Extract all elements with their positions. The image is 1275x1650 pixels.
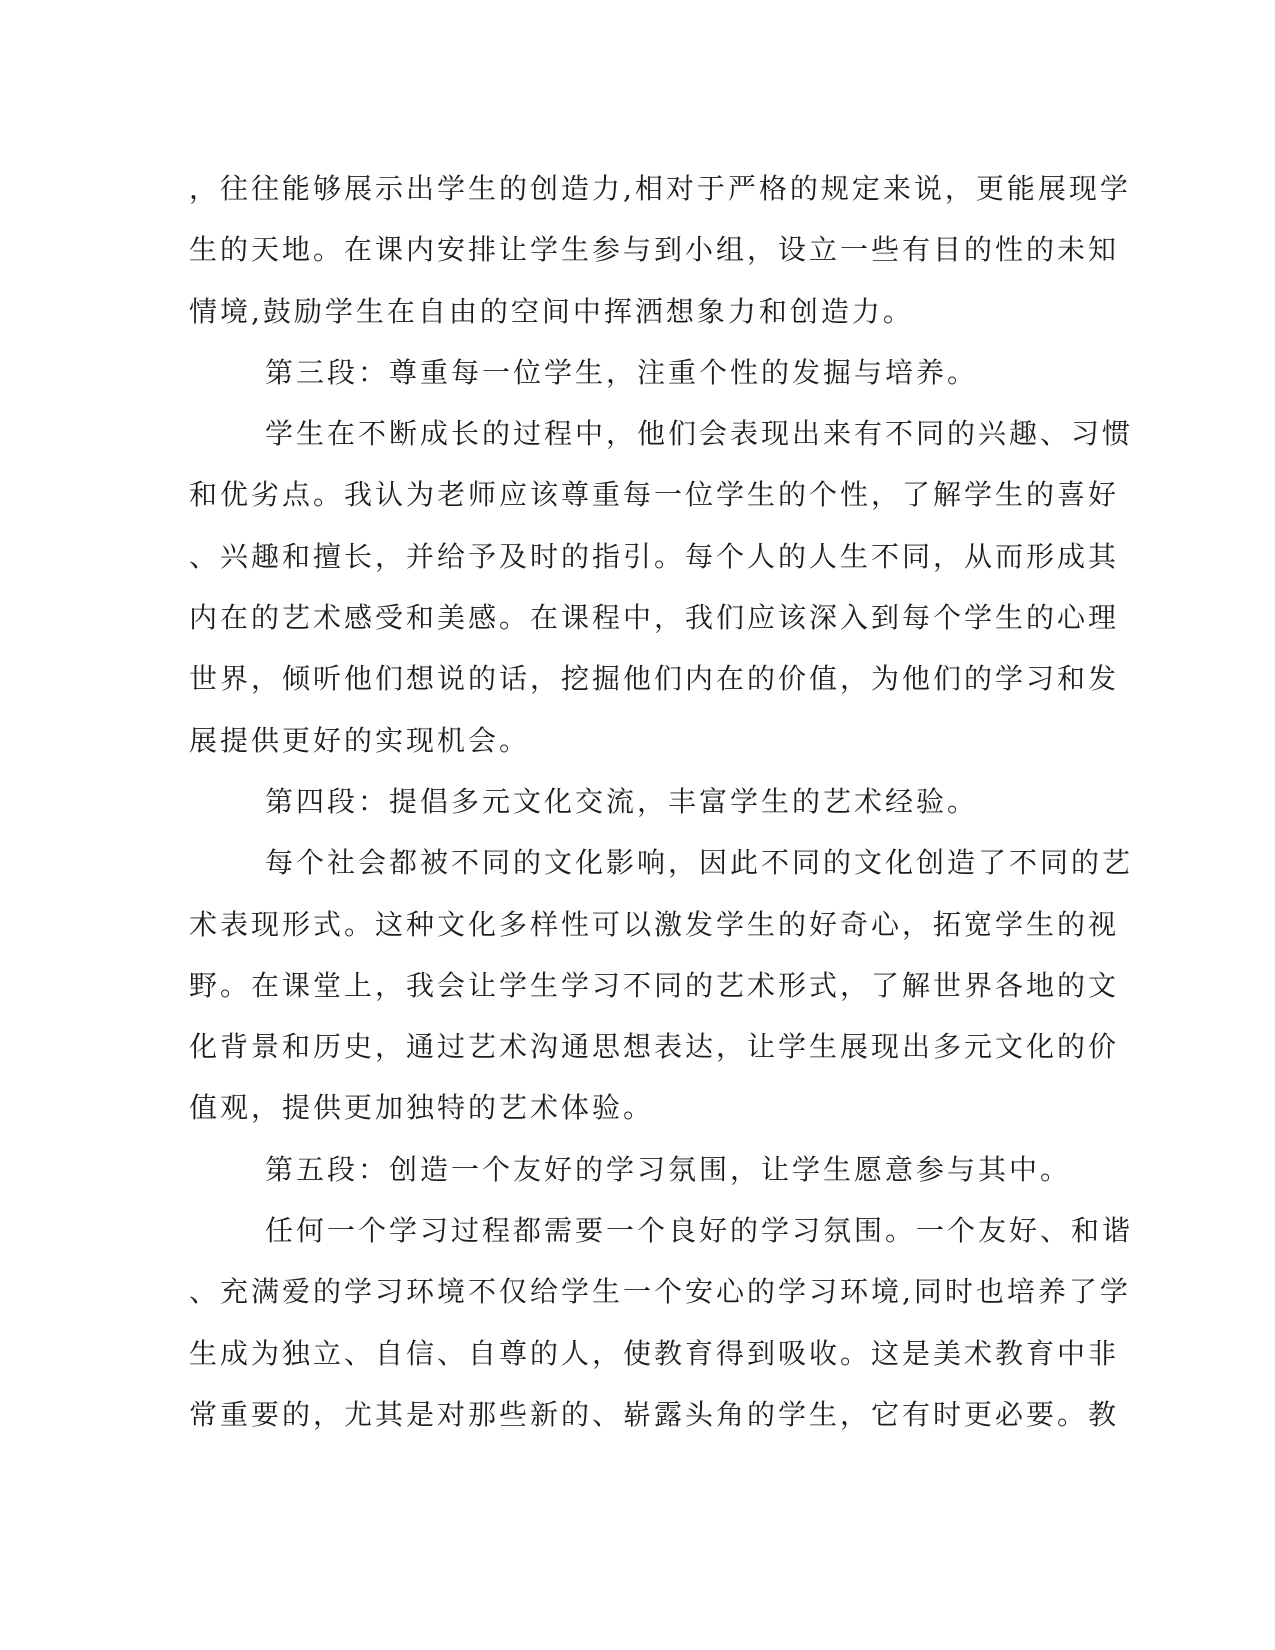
text-line: 生成为独立、自信、自尊的人，使教育得到吸收。这是美术教育中非 [189, 1336, 1120, 1370]
text-line: ，往往能够展示出学生的创造力,相对于严格的规定来说，更能展现学 [189, 172, 1131, 205]
body-text [189, 158, 1134, 1445]
text-line: 生的天地。在课内安排让学生参与到小组，设立一些有目的性的未知 [189, 233, 1120, 267]
text-line: 野。在课堂上，我会让学生学习不同的艺术形式，了解世界各地的文 [189, 968, 1120, 1002]
text-line: 任何一个学习过程都需要一个良好的学习氛围。一个友好、和谐 [265, 1214, 1134, 1248]
text-line: 、充满爱的学习环境不仅给学生一个安心的学习环境,同时也培养了学 [189, 1275, 1131, 1309]
text-line: 内在的艺术感受和美感。在课程中，我们应该深入到每个学生的心理 [189, 601, 1120, 635]
text-line: 值观，提供更加独特的艺术体验。 [189, 1091, 655, 1125]
section-heading-5: 第五段：创造一个友好的学习氛围，让学生愿意参与其中。 [265, 1152, 1072, 1186]
text-line: 术表现形式。这种文化多样性可以激发学生的好奇心，拓宽学生的视 [189, 907, 1120, 941]
text-line: 、兴趣和擅长，并给予及时的指引。每个人的人生不同，从而形成其 [189, 539, 1120, 573]
section-heading-4: 第四段：提倡多元文化交流，丰富学生的艺术经验。 [265, 784, 979, 818]
text-line: 情境,鼓励学生在自由的空间中挥洒想象力和创造力。 [189, 294, 914, 328]
text-line: 化背景和历史，通过艺术沟通思想表达，让学生展现出多元文化的价 [189, 1030, 1120, 1064]
text-line: 每个社会都被不同的文化影响，因此不同的文化创造了不同的艺 [265, 846, 1134, 880]
section-heading-3: 第三段：尊重每一位学生，注重个性的发掘与培养。 [265, 355, 979, 389]
text-line: 学生在不断成长的过程中，他们会表现出来有不同的兴趣、习惯 [265, 417, 1134, 451]
text-line: 和优劣点。我认为老师应该尊重每一位学生的个性，了解学生的喜好 [189, 478, 1120, 512]
text-line: 常重要的，尤其是对那些新的、崭露头角的学生，它有时更必要。教 [189, 1397, 1120, 1431]
text-line: 展提供更好的实现机会。 [189, 723, 531, 757]
text-line: 世界，倾听他们想说的话，挖掘他们内在的价值，为他们的学习和发 [189, 662, 1120, 696]
